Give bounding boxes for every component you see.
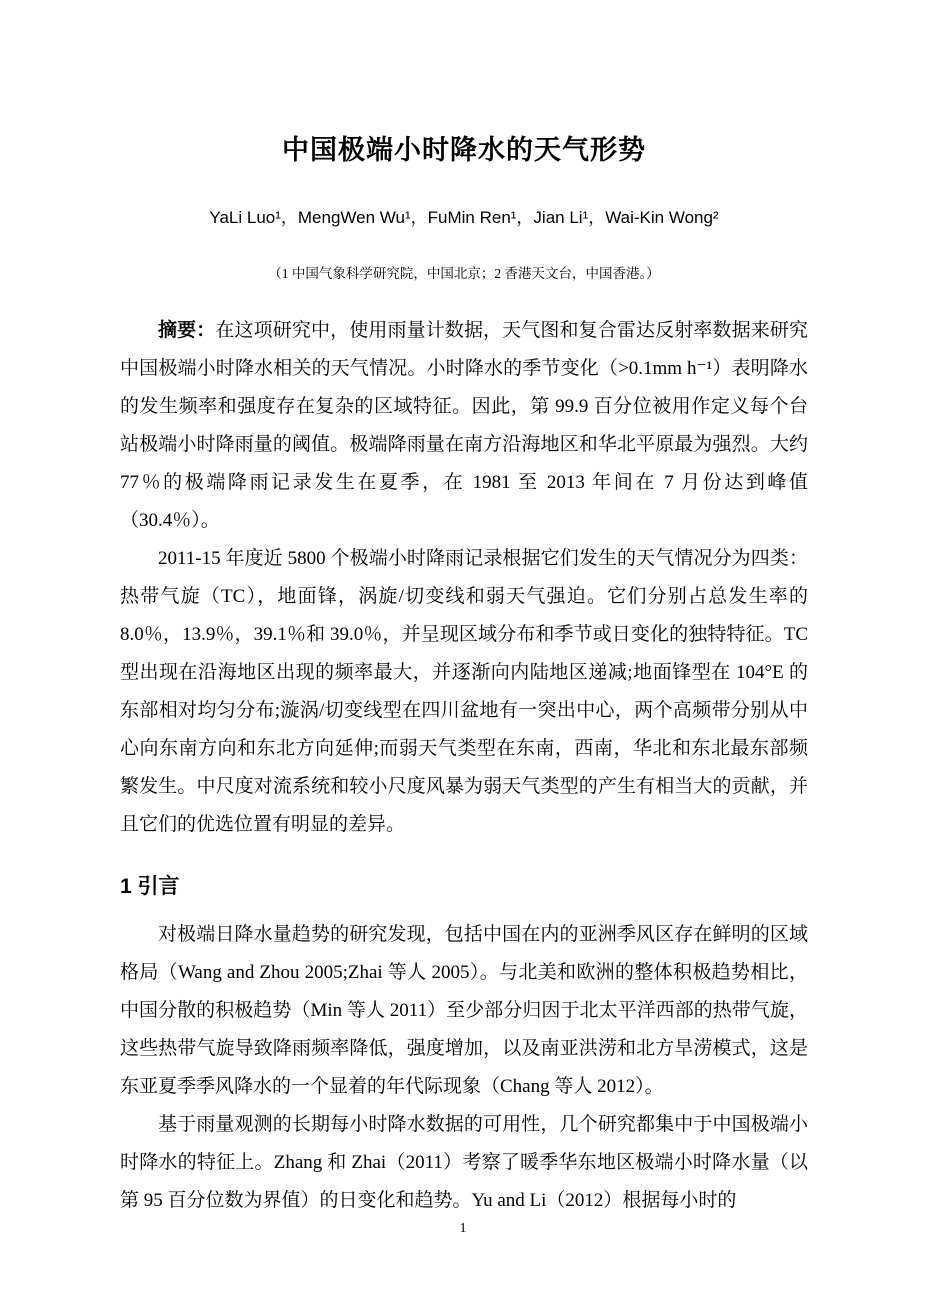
section-1-heading: 1 引言 — [120, 875, 180, 898]
abstract-paragraph — [120, 312, 808, 540]
abstract-text: 在这项研究中，使用雨量计数据，天气图和复合雷达反射率数据来研究中国极端小时降水相关的天气情况。小时降水的季节变化（>0.1mm h⁻¹）表明降水的发生频率和强度存在复杂的区域特征。因此，第 99.9 百分位被用作定义每个台站极端小时降雨量的阈值。极端降雨量在南方沿海地区和华北平原最为强烈。大约 77％的极端降雨记录发生在夏季，在 1981 至 2013 年间在 7 月份达到峰值（30.4％）。 — [120, 320, 808, 531]
affiliations-line: （1 中国气象科学研究院，中国北京；2 香港天文台，中国香港。） — [268, 266, 660, 281]
intro-paragraph-1: 对极端日降水量趋势的研究发现，包括中国在内的亚洲季风区存在鲜明的区域格局（Wang and Zhou 2005;Zhai 等人 2005）。与北美和欧洲的整体积极趋势相比，中国分散的积极趋势（Min 等人 2011）至少部分归因于北太平洋西部的热带气旋，这些热带气旋导致降雨频率降低，强度增加，以及南亚洪涝和北方旱涝模式，这是东亚夏季季风降水的一个显着的年代际现象（Chang 等人 2012）。 — [120, 924, 808, 1097]
intro-paragraph-2: 基于雨量观测的长期每小时降水数据的可用性，几个研究都集中于中国极端小时降水的特征上。Zhang 和 Zhai（2011）考察了暖季华东地区极端小时降水量（以第 95 百分位数为界值）的日变化和趋势。Yu and Li（2012）根据每小时的 — [120, 1114, 808, 1211]
paper-title: 中国极端小时降水的天气形势 — [282, 135, 646, 165]
authors-line: YaLi Luo¹，MengWen Wu¹，FuMin Ren¹，Jian Li¹，Wai-Kin Wong² — [209, 208, 719, 227]
page-number: 1 — [459, 1221, 467, 1236]
abstract-paragraph-2: 2011-15 年度近 5800 个极端小时降雨记录根据它们发生的天气情况分为四类：热带气旋（TC），地面锋，涡旋/切变线和弱天气强迫。它们分别占总发生率的 8.0％，13.9％，39.1％和 39.0％，并呈现区域分布和季节或日变化的独特特征。TC 型出现在沿海地区出现的频率最大，并逐渐向内陆地区递减;地面锋型在 104°E 的东部相对均匀分布;漩涡/切变线型在四川盆地有一突出中心，两个高频带分别从中心向东南方向和东北方向延伸;而弱天气类型在东南，西南，华北和东北最东部频繁发生。中尺度对流系统和较小尺度风暴为弱天气类型的产生有相当大的贡献，并且它们的优选位置有明显的差异。 — [120, 548, 808, 835]
abstract-label: 摘要： — [158, 320, 216, 341]
